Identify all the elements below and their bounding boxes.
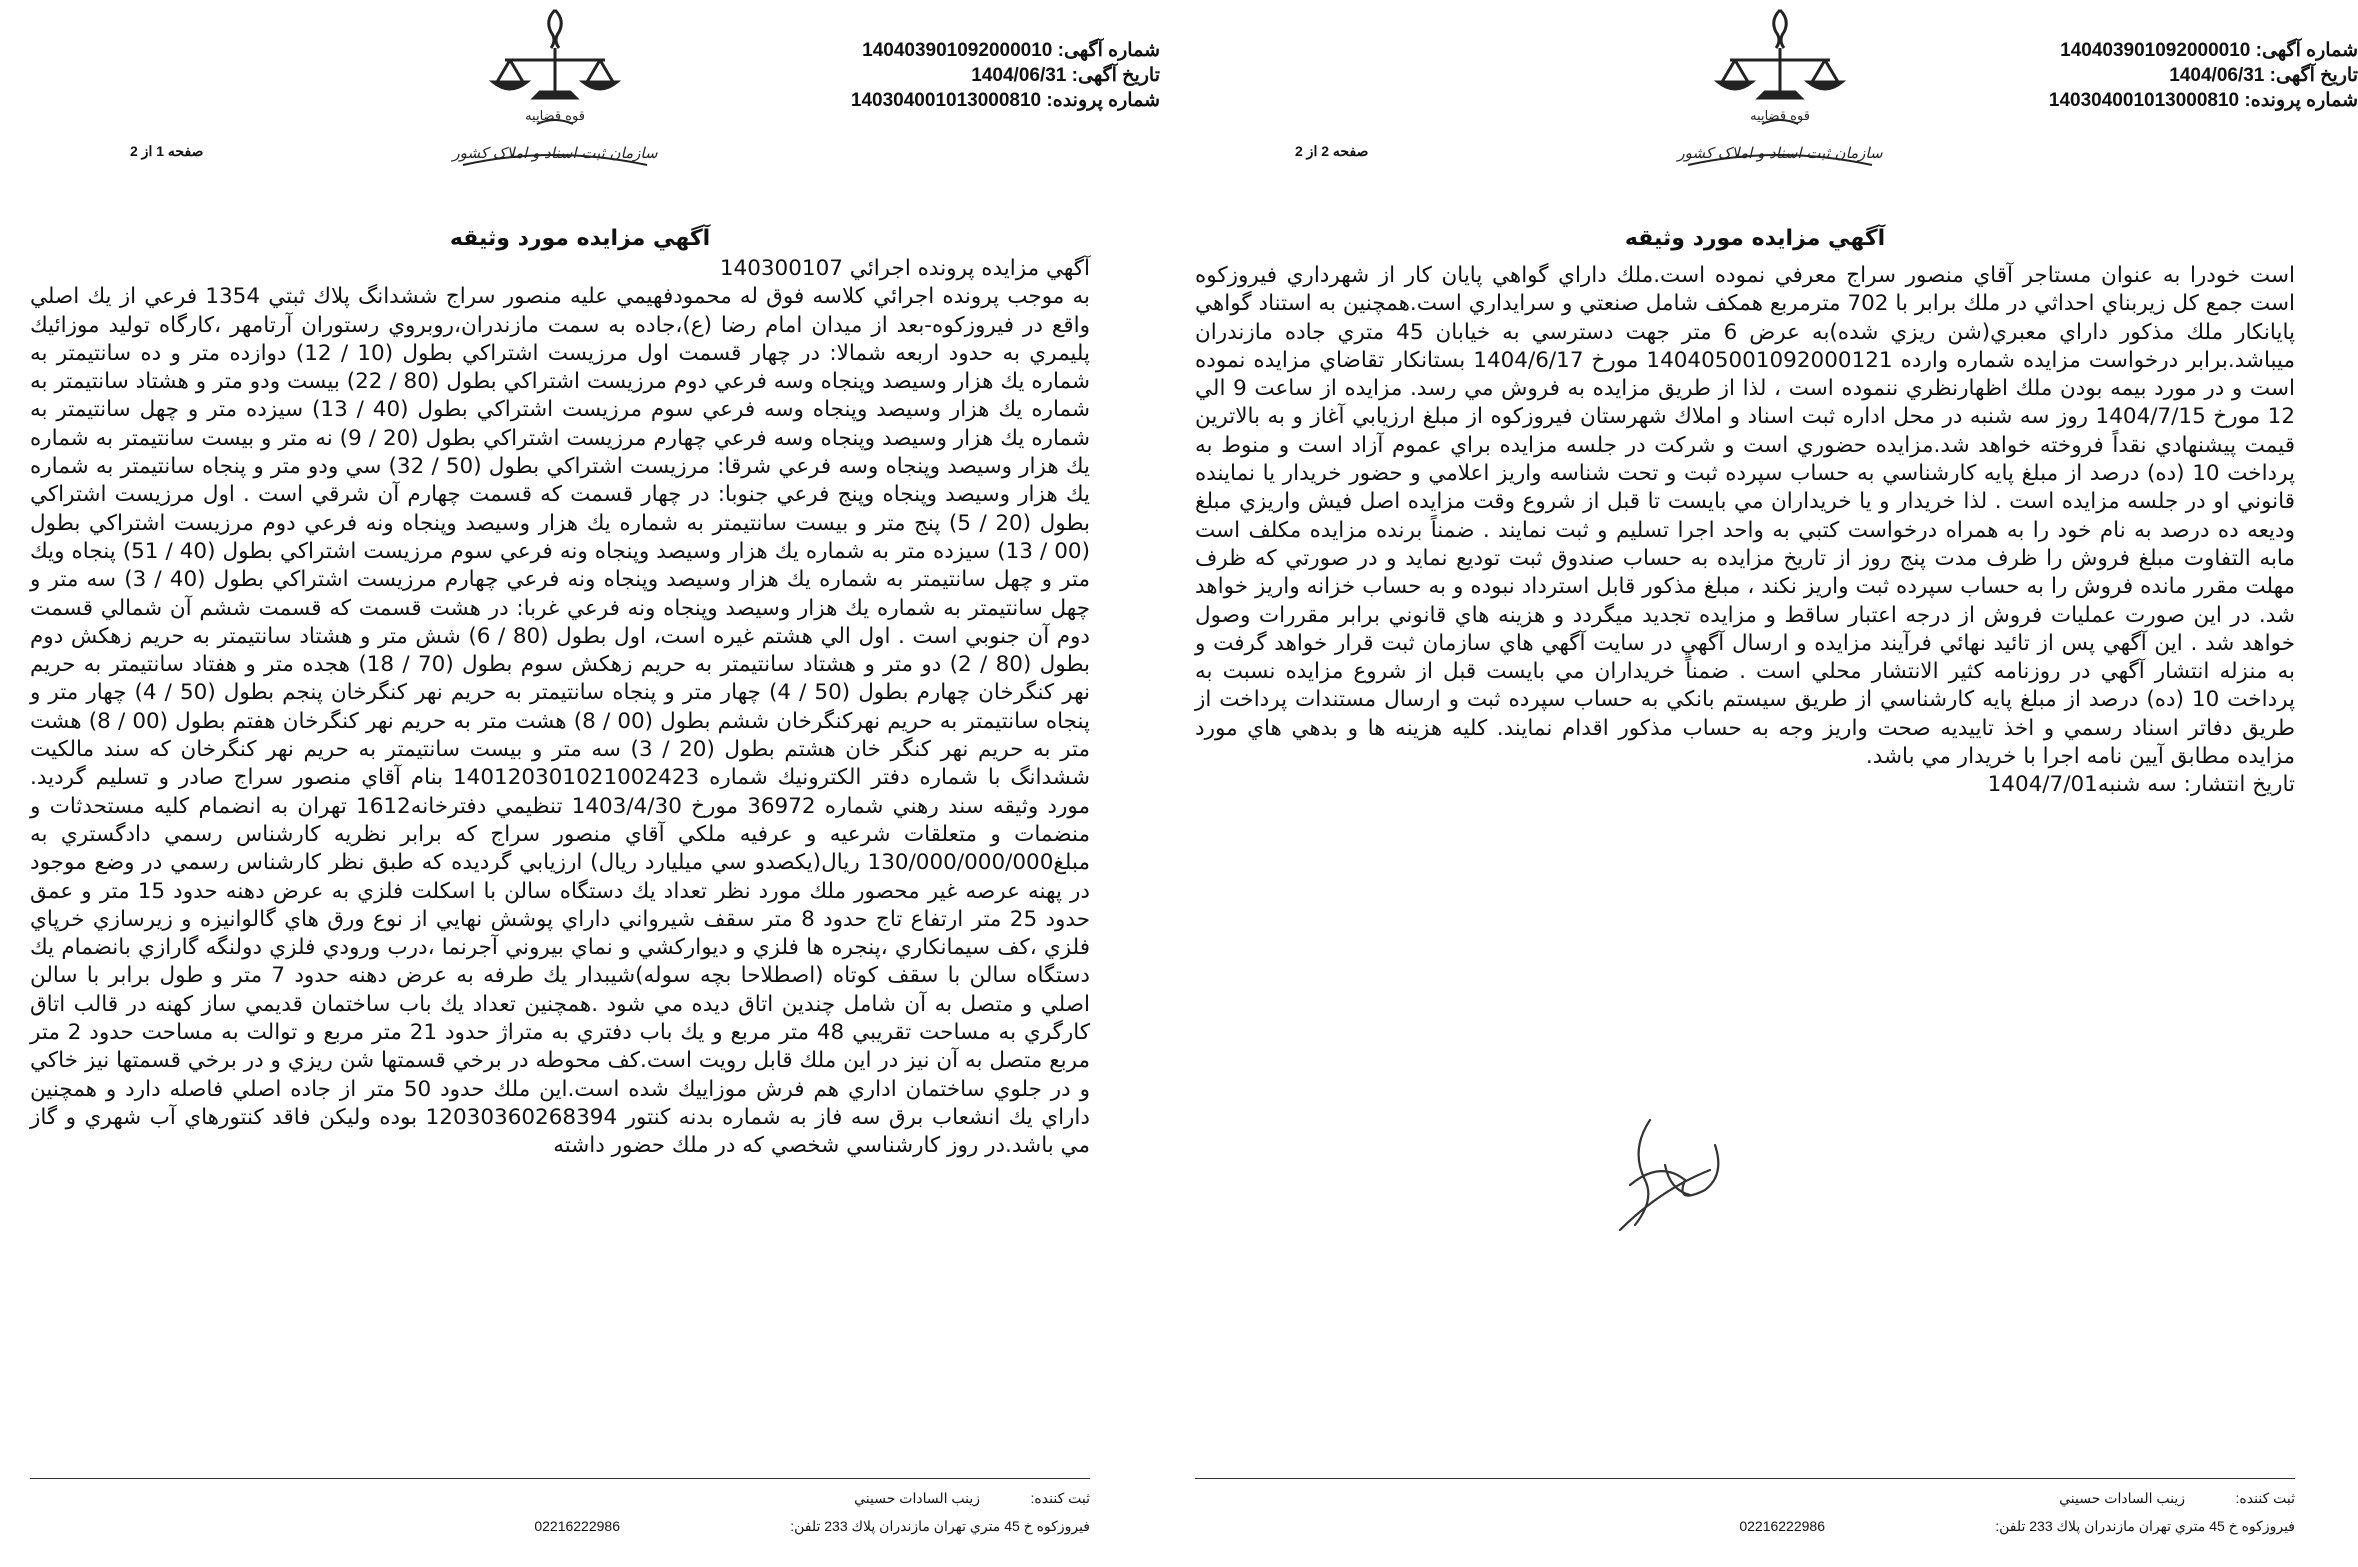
page-number: صفحه 1 از 2 xyxy=(130,143,204,159)
judiciary-emblem-logo xyxy=(1660,0,1900,185)
footer-phone: 02216222986 xyxy=(1739,1518,1825,1534)
case-number-label: شماره پرونده: xyxy=(1046,90,1160,111)
page-number: صفحه 2 از 2 xyxy=(1295,143,1369,159)
case-number: 140304001013000810 xyxy=(850,90,1042,111)
notice-number-label: شماره آگهی: xyxy=(1057,40,1160,61)
notice-page-1 xyxy=(0,0,1160,1567)
footer-address: فيروزكوه خ 45 متري تهران مازندران پلاك 233 تلفن: xyxy=(790,1518,1090,1534)
registrar-label: ثبت کننده: xyxy=(2235,1490,2295,1506)
registrar-name: زينب السادات حسيني xyxy=(2059,1490,2185,1506)
notice-number-label: شماره آگهی: xyxy=(2255,40,2358,61)
footer-divider xyxy=(30,1478,1090,1479)
case-number-label: شماره پرونده: xyxy=(2244,90,2358,111)
notice-date-label: تاریخ آگهی: xyxy=(1071,65,1160,86)
judiciary-emblem-logo xyxy=(435,0,675,185)
notice-header-meta xyxy=(1938,38,2358,113)
page-title: آگهي مزايده مورد وثيقه xyxy=(1624,226,1886,251)
notice-header-meta xyxy=(740,38,1160,113)
emblem-bottom-text: سازمان ثبت اسناد و املاک کشور xyxy=(452,144,658,162)
notice-date: 1404/06/31 xyxy=(971,65,1067,86)
emblem-bottom-text: سازمان ثبت اسناد و املاک کشور xyxy=(1677,144,1883,162)
case-number: 140304001013000810 xyxy=(2048,90,2240,111)
notice-date-label: تاریخ آگهی: xyxy=(2269,65,2358,86)
registrar-name: زينب السادات حسيني xyxy=(854,1490,980,1506)
body-paragraph: است خودرا به عنوان مستاجر آقاي منصور سراج معرفي نموده است.ملك داراي گواهي پايان كار از شهرداري فيروزكوه است جمع كل زيربناي احداثي در ملك برابر با 702 مترمربع همكف شامل صنعتي و سرايداري است.همچنين به استناد گواهي پايانكار ملك مذكور داراي معبري(شن ريزي شده)به عرض 6 متر جهت دسترسي به خيابان 45 متري جاده مازندران ميباشد.برابر درخواست مزايده شماره وارده 140405001092000121 مورخ 1404/6/17 بستانكار تقاضاي مزايده نموده است و در مورد بيمه بودن ملك اظهارنظري ننموده است ، لذا از طريق مزايده به فروش مي رسد. مزايده از ساعت 9 الي 12 مورخ 1404/7/15 روز سه شنبه در محل اداره ثبت اسناد و املاك شهرستان فيروزكوه از مبلغ ارزيابي آغاز و به بالاترين قيمت پيشنهادي نقداً فروخته خواهد شد.مزايده حضوري است و شركت در جلسه مزايده براي عموم آزاد است و منوط به پرداخت 10 (ده) درصد از مبلغ پايه كارشناسي به حساب سپرده ثبت و تحت شناسه واريز اعلامي و حضور خريدار يا نماينده قانوني او در جلسه مزايده است . لذا خريدار و يا خريداران مي بايست تا قبل از شروع وقت مزايده اصل فيش واريزي مبلغ وديعه ده درصد به نام خود را به همراه درخواست كتبي به واحد اجرا تسليم و ثبت نمايند . ضمناً برنده مزايده مكلف است مابه التفاوت مبلغ فروش را ظرف مدت پنج روز از تاريخ مزايده به حساب صندوق ثبت توديع نمايد و در صورتي كه ظرف مهلت مقرر مانده فروش را به حساب سپرده ثبت واريز نكند ، مبلغ مذكور قابل استرداد نبوده و به حساب خزانه واريز خواهد شد. در اين صورت عمليات فروش از درجه اعتبار ساقط و مزايده تجديد ميگردد و هزينه هاي قانوني برابر مقررات وصول خواهد شد . اين آگهي پس از تائيد نهائي فرآيند مزايده و ارسال آگهي در سايت آگهي هاي سازمان ثبت قرار خواهد گرفت و به منزله انتشار آگهي در روزنامه كثير الانتشار محلي است . ضمناً خريداران مي بايست قبل از شروع مزايده نسبت به پرداخت 10 (ده) درصد از مبلغ پايه كارشناسي از طريق سيستم بانكي به حساب سپرده ثبت و ارسال مستندات پرداخت از طريق دفاتر اسناد رسمي و اخذ تاييديه صحت واريز وجه به حساب مذكور اقدام نمايند. كليه هزينه ها و بدهي هاي مورد مزايده مطابق آيين نامه اجرا با خريدار مي باشد. xyxy=(1195,263,2295,770)
handwritten-signature xyxy=(1590,1105,1760,1250)
page-title: آگهي مزايده مورد وثيقه xyxy=(449,226,711,251)
notice-number: 140403901092000010 xyxy=(2060,40,2251,61)
registrar-label: ثبت کننده: xyxy=(1030,1490,1090,1506)
body-paragraph: به موجب پرونده اجرائي كلاسه فوق له محمودفهيمي عليه منصور سراج ششدانگ پلاك ثبتي 1354 فرعي از يك اصلي واقع در فيروزكوه-بعد از ميدان امام رضا (ع)،جاده به سمت مازندران،روبروي رستوران آرتامهر ،كارگاه توليد موزائيك پليمري به حدود اربعه شمالا: در چهار قسمت اول مرزيست اشتراكي بطول (10 / 12) دوازده متر و ده سانتيمتر به شماره يك هزار وسيصد وپنجاه وسه فرعي دوم مرزيست اشتراكي بطول (80 / 22) بيست ودو متر و هشتاد سانتيمتر به شماره يك هزار وسيصد وپنجاه وسه فرعي سوم مرزيست اشتراكي بطول (40 / 13) سيزده متر و چهل سانتيمتر به شماره يك هزار وسيصد وپنجاه وسه فرعي چهارم مرزيست اشتراكي بطول (20 / 9) نه متر و بيست سانتيمتر به شماره يك هزار وسيصد وپنجاه وسه فرعي شرقا: مرزيست اشتراكي بطول (50 / 32) سي ودو متر و پنجاه سانتيمتر به شماره يك هزار وسيصد وپنجاه وپنج فرعي جنوبا: در چهار قسمت كه قسمت چهارم آن شرقي است . اول مرزيست اشتراكي بطول (20 / 5) پنج متر و بيست سانتيمتر به شماره يك هزار وسيصد وپنجاه ونه فرعي دوم مرزيست اشتراكي بطول (00 / 13) سيزده متر به شماره يك هزار وسيصد وپنجاه ونه فرعي سوم مرزيست اشتراكي بطول (40 / 51) پنجاه ويك متر و چهل سانتيمتر به شماره يك هزار وسيصد وپنجاه ونه فرعي چهارم مرزيست اشتراكي بطول (40 / 3) سه متر و چهل سانتيمتر به شماره يك هزار وسيصد وپنجاه ونه فرعي غربا: در هشت قسمت كه قسمت ششم آن شمالي قسمت دوم آن جنوبي است . اول الي هشتم غيره است، اول بطول (80 / 6) شش متر و هشتاد سانتيمتر به حريم زهكش دوم بطول (80 / 2) دو متر و هشتاد سانتيمتر به حريم زهكش سوم بطول (70 / 18) هجده متر و هفتاد سانتيمتر به حريم نهر كنگرخان چهارم بطول (50 / 4) چهار متر و پنجاه سانتيمتر به حريم نهر كنگرخان پنجم بطول (50 / 4) چهار متر و پنجاه سانتيمتر به حريم نهركنگرخان ششم بطول (00 / 8) هشت متر به حريم نهر كنگرخان هفتم بطول (00 / 8) هشت متر به حريم نهر كنگر خان هشتم بطول (20 / 3) سه متر و بيست سانتيمتر به حريم نهر كنگرخان كه سند مالكيت ششدانگ با شماره دفتر الكترونيك شماره 140120301021002423 بنام آقاي منصور سراج صادر و تسليم گرديد. مورد وثيقه سند رهني شماره 36972 مورخ 1403/4/30 تنظيمي دفترخانه1612 تهران به انضمام كليه مستحدثات و منضمات و متعلقات شرعيه و عرفيه ملكي آقاي منصور سراج كه برابر نظريه كارشناس رسمي دادگستري به مبلغ130/000/000/000 ريال(يكصدو سي ميليارد ريال) ارزيابي گرديده كه طبق نظر كارشناس رسمي در وضع موجود در پهنه عرصه غير محصور ملك مورد نظر تعداد يك دستگاه سالن با اسكلت فلزي به عرض دهنه حدود 15 متر و عمق حدود 25 متر ارتفاع تاج حدود 8 متر سقف شيرواني داراي پوشش نهايي از نوع ورق هاي گالوانيزه و زيرسازي خرپاي فلزي ،كف سيمانكاري ،پنجره ها فلزي و ديواركشي و نماي بيروني آجرنما ،درب ورودي فلزي دولنگه گارازي بانضمام يك دستگاه سالن با سقف كوتاه (اصطلاحا بچه سوله)شيبدار يك طرفه به عرض دهنه حدود 7 متر و طول برابر با سالن اصلي و متصل به آن شامل چندين اتاق ديده مي شود .همچنين تعداد يك باب ساختمان قديمي ساز كهنه در قالب اتاق كارگري به مساحت تقريبي 48 متر مربع و يك باب دفتري به متراژ حدود 21 متر مربع و توالت به مساحت حدود 2 متر مربع متصل به آن نيز در اين ملك قابل رويت است.كف محوطه در برخي قسمتها شن ريزي و در برخي قسمتها نيز خاكي و در جلوي ساختمان اداري هم فرش موزاييك شده است.اين ملك حدود 50 متر از جاده اصلي فاصله دارد و همچنين داراي يك انشعاب برق سه فاز به شماره بدنه كنتور 12030360268394 بوده ولیکن فاقد كنتورهاي آب شهري و گاز مي باشد.در روز كارشناسي شخصي كه در ملك حضور داشته xyxy=(30,284,1091,1159)
footer xyxy=(1195,1490,2295,1540)
publication-date: تاريخ انتشار: سه شنبه1404/7/01 xyxy=(1987,772,2295,798)
emblem-top-text: قوه قضاییه xyxy=(525,109,585,124)
footer-address: فيروزكوه خ 45 متري تهران مازندران پلاك 233 تلفن: xyxy=(1995,1518,2295,1534)
footer xyxy=(30,1490,1090,1540)
notice-date: 1404/06/31 xyxy=(2169,65,2265,86)
footer-divider xyxy=(1195,1478,2295,1479)
notice-page-2 xyxy=(1195,0,2358,1567)
notice-body xyxy=(30,255,1090,1161)
emblem-top-text: قوه قضاییه xyxy=(1750,109,1810,124)
footer-phone: 02216222986 xyxy=(534,1518,620,1534)
notice-body xyxy=(1195,262,2295,800)
case-heading: آگهي مزايده پرونده اجرائي 140300107 xyxy=(719,256,1090,281)
notice-number: 140403901092000010 xyxy=(862,40,1053,61)
